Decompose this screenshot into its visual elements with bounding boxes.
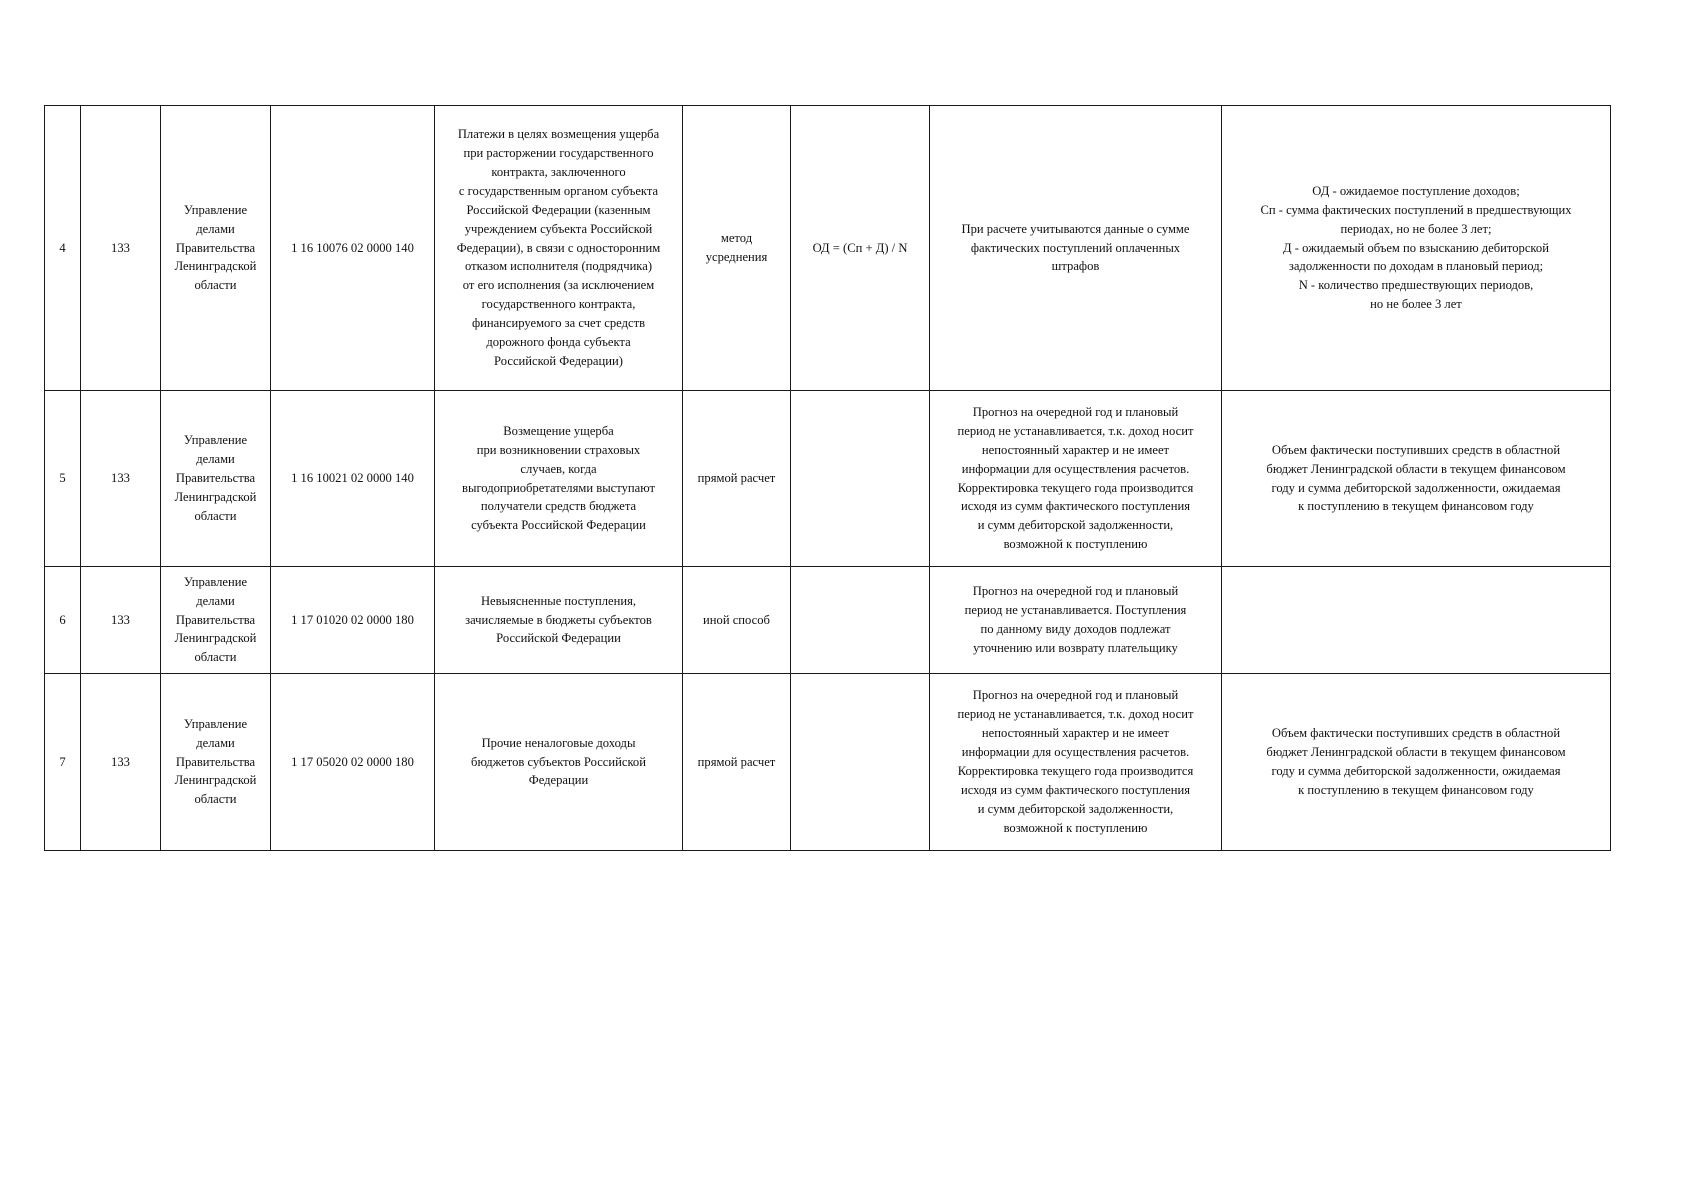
indicator-description: Объем фактически поступивших средств в областной бюджет Ленинградской области в текущем финансовом году и сумма дебиторской задолженности, ожидаемая к поступлению в текущем финансовом году bbox=[1222, 391, 1611, 567]
calculation-method: прямой расчет bbox=[683, 391, 791, 567]
indicator-description: Объем фактически поступивших средств в областной бюджет Ленинградской области в текущем финансовом году и сумма дебиторской задолженности, ожидаемая к поступлению в текущем финансовом году bbox=[1222, 674, 1611, 851]
admin-code: 133 bbox=[81, 567, 161, 674]
revenue-forecast-table bbox=[44, 105, 1611, 851]
budget-classification-code: 1 16 10021 02 0000 140 bbox=[271, 391, 435, 567]
calculation-algorithm: Прогноз на очередной год и плановый период не устанавливается. Поступления по данному виду доходов подлежат уточнению или возврату плательщику bbox=[930, 567, 1222, 674]
administrator-name: Управление делами Правительства Ленинградской области bbox=[161, 674, 271, 851]
indicator-description bbox=[1222, 567, 1611, 674]
row-number: 4 bbox=[45, 106, 81, 391]
calculation-formula bbox=[791, 674, 930, 851]
revenue-name: Возмещение ущерба при возникновении страховых случаев, когда выгодоприобретателями выступают получатели средств бюджета субъекта Российской Федерации bbox=[435, 391, 683, 567]
admin-code: 133 bbox=[81, 391, 161, 567]
administrator-name: Управление делами Правительства Ленинградской области bbox=[161, 567, 271, 674]
budget-classification-code: 1 16 10076 02 0000 140 bbox=[271, 106, 435, 391]
calculation-algorithm: Прогноз на очередной год и плановый период не устанавливается, т.к. доход носит непостоянный характер и не имеет информации для осуществления расчетов. Корректировка текущего года производится исходя из сумм фактического поступления и сумм дебиторской задолженности, возможной к поступлению bbox=[930, 674, 1222, 851]
revenue-name: Платежи в целях возмещения ущерба при расторжении государственного контракта, заключенного с государственным органом субъекта Российской Федерации (казенным учреждением субъекта Российской Федерации), в связи с односторонним отказом исполнителя (подрядчика) от его исполнения (за исключением государственного контракта, финансируемого за счет средств дорожного фонда субъекта Российской Федерации) bbox=[435, 106, 683, 391]
table-row bbox=[45, 391, 1611, 567]
admin-code: 133 bbox=[81, 106, 161, 391]
row-number: 7 bbox=[45, 674, 81, 851]
calculation-formula: ОД = (Сп + Д) / N bbox=[791, 106, 930, 391]
revenue-name: Невыясненные поступления, зачисляемые в бюджеты субъектов Российской Федерации bbox=[435, 567, 683, 674]
table-row bbox=[45, 567, 1611, 674]
calculation-algorithm: При расчете учитываются данные о сумме фактических поступлений оплаченных штрафов bbox=[930, 106, 1222, 391]
calculation-method: иной способ bbox=[683, 567, 791, 674]
administrator-name: Управление делами Правительства Ленинградской области bbox=[161, 106, 271, 391]
calculation-formula bbox=[791, 567, 930, 674]
budget-classification-code: 1 17 05020 02 0000 180 bbox=[271, 674, 435, 851]
table-row bbox=[45, 674, 1611, 851]
admin-code: 133 bbox=[81, 674, 161, 851]
calculation-method: прямой расчет bbox=[683, 674, 791, 851]
calculation-algorithm: Прогноз на очередной год и плановый период не устанавливается, т.к. доход носит непостоянный характер и не имеет информации для осуществления расчетов. Корректировка текущего года производится исходя из сумм фактического поступления и сумм дебиторской задолженности, возможной к поступлению bbox=[930, 391, 1222, 567]
calculation-formula bbox=[791, 391, 930, 567]
indicator-description: ОД - ожидаемое поступление доходов; Сп - сумма фактических поступлений в предшествующих периодах, но не более 3 лет; Д - ожидаемый объем по взысканию дебиторской задолженности по доходам в плановый период; N - количество предшествующих периодов, но не более 3 лет bbox=[1222, 106, 1611, 391]
revenue-name: Прочие неналоговые доходы бюджетов субъектов Российской Федерации bbox=[435, 674, 683, 851]
table-row bbox=[45, 106, 1611, 391]
administrator-name: Управление делами Правительства Ленинградской области bbox=[161, 391, 271, 567]
row-number: 6 bbox=[45, 567, 81, 674]
budget-classification-code: 1 17 01020 02 0000 180 bbox=[271, 567, 435, 674]
row-number: 5 bbox=[45, 391, 81, 567]
calculation-method: метод усреднения bbox=[683, 106, 791, 391]
